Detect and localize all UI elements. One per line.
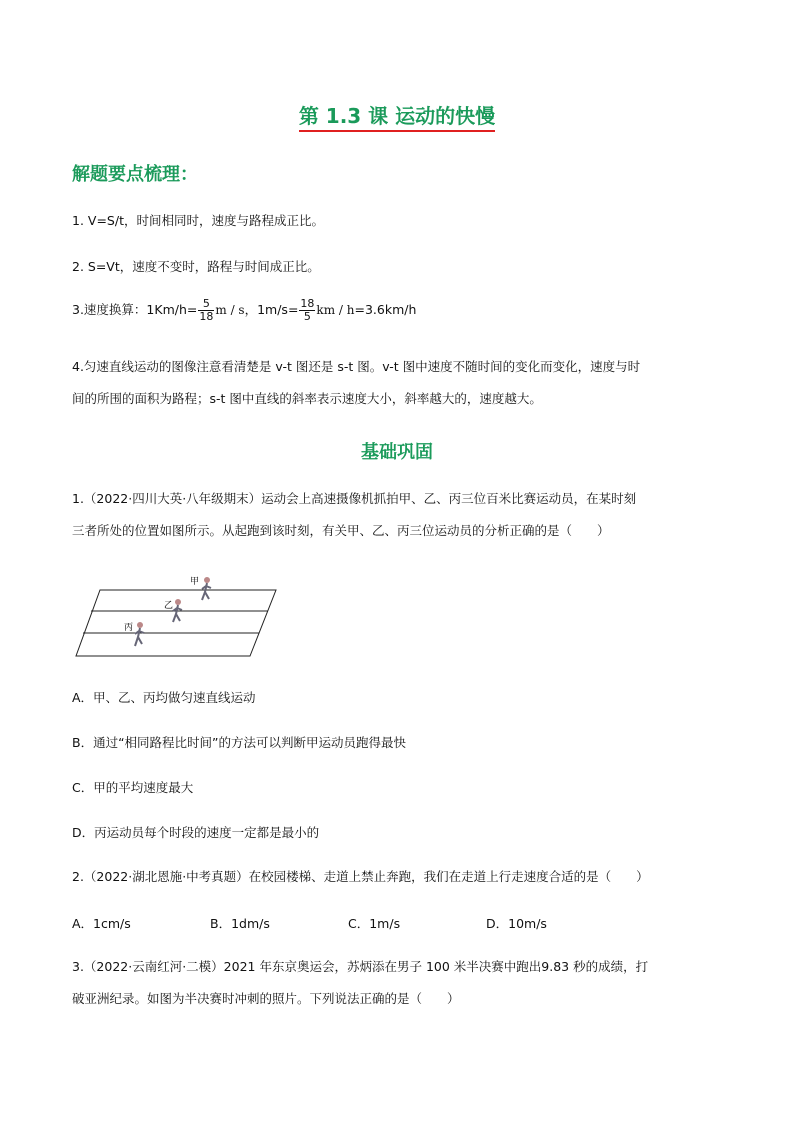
question-3-line-2: 破亚洲纪录。如图为半决赛时冲刺的照片。下列说法正确的是（ ） (72, 991, 460, 1006)
unit-m-per-s: m / s (215, 303, 245, 317)
runner-label-yi: 乙 (164, 601, 174, 611)
question-2-line-1: 2.（2022·湖北恩施·中考真题）在校园楼梯、走道上禁止奔跑，我们在走道上行走速度合适的是（ ） (72, 869, 649, 884)
point-3 (72, 298, 416, 323)
runner-body (202, 583, 211, 600)
runner-head (204, 577, 210, 583)
fraction-denominator: 5 (303, 310, 311, 323)
runner-label-bing: 丙 (124, 623, 134, 633)
runner-body (135, 628, 144, 646)
point-3-suffix: =3.6km/h (354, 302, 417, 317)
runner-jia (190, 576, 211, 600)
q1-option-c[interactable]: C．甲的平均速度最大 (72, 780, 194, 795)
question-3-line-1: 3.（2022·云南红河·二模）2021 年东京奥运会，苏炳添在男子 100 米半决赛中跑出9.83 秒的成绩，打 (72, 959, 649, 974)
unit-km-per-h: km / h (316, 303, 355, 317)
q2-option-d[interactable]: D．10m/s (486, 916, 547, 931)
runner-head (175, 599, 181, 605)
q1-option-b[interactable]: B．通过“相同路程比时间”的方法可以判断甲运动员跑得最快 (72, 735, 407, 750)
point-4-line-2: 间的所围的面积为路程；s-t 图中直线的斜率表示速度大小，斜率越大的，速度越大。 (72, 391, 542, 406)
fraction-18-5 (299, 298, 315, 323)
page-title: 第 1.3 课 运动的快慢 (0, 100, 794, 129)
runner-label-jia: 甲 (190, 577, 200, 587)
q2-option-b[interactable]: B．1dm/s (210, 916, 270, 931)
fraction-numerator: 5 (198, 298, 214, 311)
section-heading-basics: 基础巩固 (361, 442, 433, 463)
runner-body (173, 605, 182, 622)
q1-option-d[interactable]: D．丙运动员每个时段的速度一定都是最小的 (72, 825, 320, 840)
q2-option-a[interactable]: A．1cm/s (72, 916, 131, 931)
point-3-prefix: 3.速度换算：1Km/h= (72, 302, 198, 317)
fraction-5-18 (198, 298, 214, 323)
fraction-numerator: 18 (300, 297, 315, 310)
point-2: 2. S=Vt，速度不变时，路程与时间成正比。 (72, 259, 320, 274)
point-3-mid: ，1m/s= (244, 302, 299, 317)
q2-option-c[interactable]: C．1m/s (348, 916, 401, 931)
runner-bing (124, 622, 144, 646)
question-1-line-1: 1.（2022·四川大英·八年级期末）运动会上高速摄像机抓拍甲、乙、丙三位百米比赛运动员，在某时刻 (72, 491, 637, 506)
question-1-line-2: 三者所处的位置如图所示。从起跑到该时刻，有关甲、乙、丙三位运动员的分析正确的是（ ） (72, 523, 610, 538)
fraction-denominator: 18 (199, 310, 214, 323)
race-track-figure (72, 570, 282, 662)
section-heading-key-points: 解题要点梳理： (72, 164, 198, 185)
q1-option-a[interactable]: A．甲、乙、丙均做匀速直线运动 (72, 690, 256, 705)
runner-head (137, 622, 143, 628)
point-4-line-1: 4.匀速直线运动的图像注意看清楚是 v-t 图还是 s-t 图。v-t 图中速度不随时间的变化而变化，速度与时 (72, 359, 641, 374)
point-1: 1. V=S/t，时间相同时，速度与路程成正比。 (72, 213, 324, 228)
